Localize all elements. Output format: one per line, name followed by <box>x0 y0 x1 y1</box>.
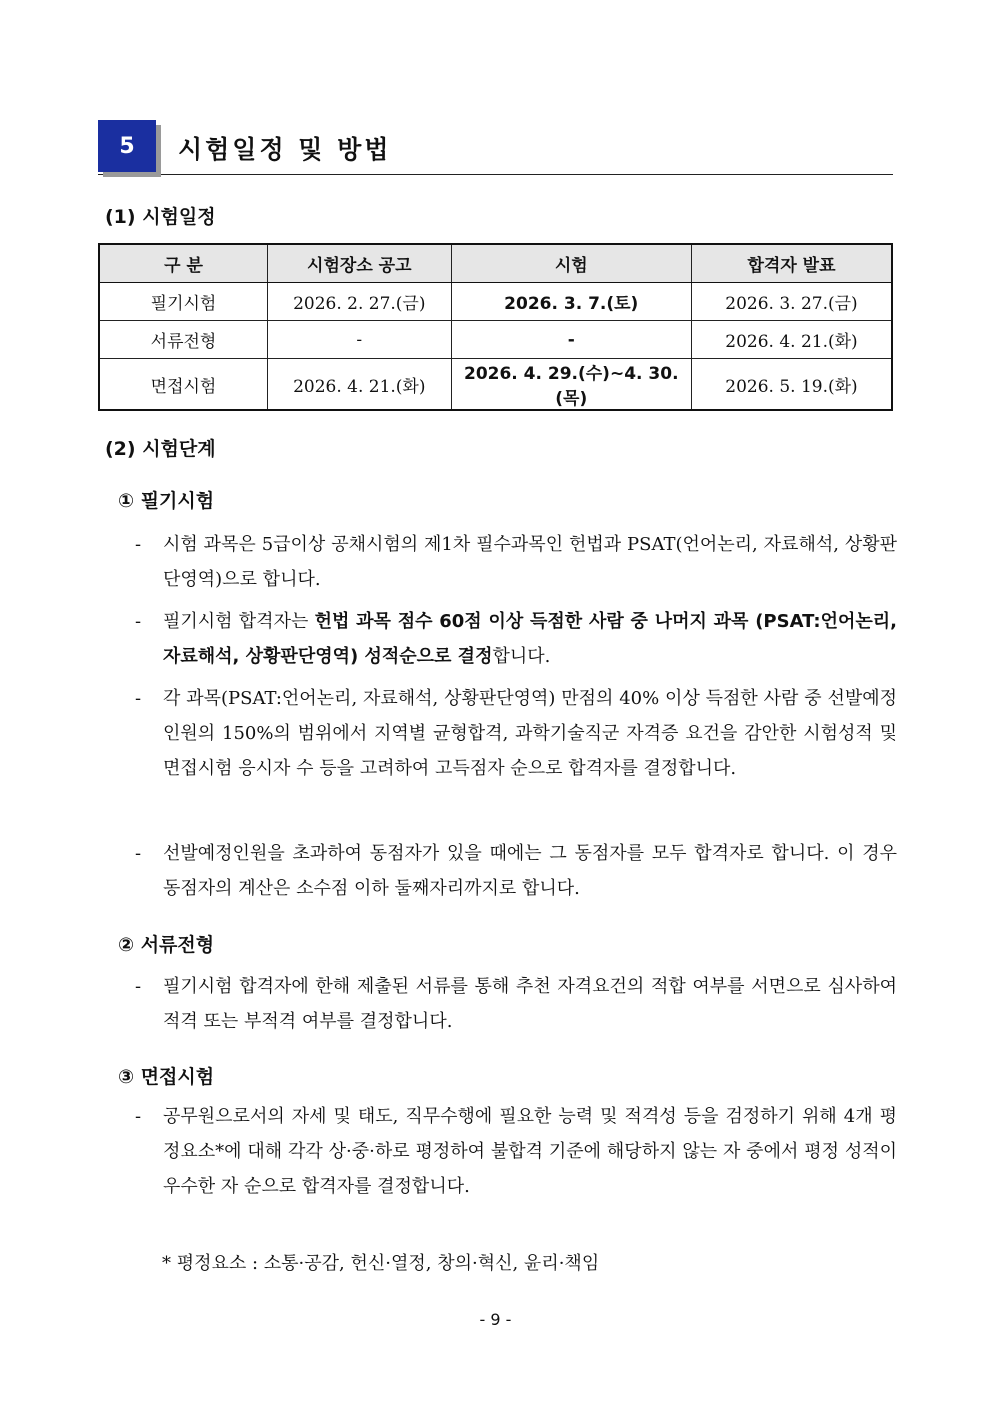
column-header: 구 분 <box>99 244 268 283</box>
item-text <box>163 604 897 674</box>
table-cell: 2026. 3. 7.(토) <box>451 283 691 321</box>
written-exam-title: ① 필기시험 <box>118 490 215 512</box>
dash-marker: - <box>135 976 142 997</box>
item-text-plain: 합니다. <box>492 646 551 667</box>
interview-title: ③ 면접시험 <box>118 1066 215 1088</box>
item-text: 각 과목(PSAT:언어논리, 자료해석, 상황판단영역) 만점의 40% 이상 득점한 사람 중 선발예정인원의 150%의 범위에서 지역별 균형합격, 과학기술직군 자격증 요건을 감안한 시험성적 및 면접시험 응시자 수 등을 고려하여 고득점자 순으로 합격자를 결정합니다. <box>163 688 897 779</box>
list-item <box>135 527 897 597</box>
item-text: 필기시험 합격자에 한해 제출된 서류를 통해 추천 자격요건의 적합 여부를 서면으로 심사하여 적격 또는 부적격 여부를 결정합니다. <box>163 976 897 1032</box>
table-cell: 2026. 4. 21.(화) <box>691 321 892 359</box>
item-text: 공무원으로서의 자세 및 태도, 직무수행에 필요한 능력 및 적격성 등을 검정하기 위해 4개 평정요소*에 대해 각각 상·중·하로 평정하여 불합격 기준에 해당하지 않는 자 중에서 평정 성적이 우수한 자 순으로 합격자를 결정합니다. <box>163 1106 897 1197</box>
table-header-row <box>99 244 892 283</box>
table-cell: 면접시험 <box>99 359 268 411</box>
table-cell: - <box>451 321 691 359</box>
list-item <box>135 604 897 674</box>
list-item <box>135 681 897 786</box>
table-row <box>99 359 892 411</box>
table-row <box>99 321 892 359</box>
column-header: 시험 <box>451 244 691 283</box>
table-cell: 2026. 4. 29.(수)~4. 30.(목) <box>451 359 691 411</box>
list-item <box>135 836 897 906</box>
dash-marker: - <box>135 688 142 709</box>
column-header: 시험장소 공고 <box>268 244 452 283</box>
list-item <box>135 969 897 1039</box>
schedule-heading: (1) 시험일정 <box>105 206 216 228</box>
item-text-plain: 필기시험 합격자는 <box>163 611 315 632</box>
item-text: 시험 과목은 5급이상 공채시험의 제1차 필수과목인 헌법과 PSAT(언어논리, 자료해석, 상황판단영역)으로 합니다. <box>163 534 897 590</box>
dash-marker: - <box>135 534 142 555</box>
item-text-bold: 헌법 과목 점수 60점 이상 득점한 사람 중 나머지 과목 (PSAT:언어논리, 자료해석, 상황판단영역) 성적순으로 결정 <box>163 611 897 667</box>
page-number: - 9 - <box>479 1310 512 1329</box>
stages-heading: (2) 시험단계 <box>105 438 216 460</box>
list-item <box>135 1099 897 1204</box>
dash-marker: - <box>135 843 142 864</box>
document-screening-title: ② 서류전형 <box>118 934 215 956</box>
table-cell: 필기시험 <box>99 283 268 321</box>
table-cell: 2026. 2. 27.(금) <box>268 283 452 321</box>
section-header <box>98 120 893 175</box>
table-cell: 2026. 5. 19.(화) <box>691 359 892 411</box>
section-number-badge: 5 <box>98 120 156 172</box>
table-cell: 서류전형 <box>99 321 268 359</box>
dash-marker: - <box>135 611 142 632</box>
column-header: 합격자 발표 <box>691 244 892 283</box>
table-row <box>99 283 892 321</box>
table-cell: 2026. 4. 21.(화) <box>268 359 452 411</box>
section-title: 시험일정 및 방법 <box>178 135 392 164</box>
item-text: 선발예정인원을 초과하여 동점자가 있을 때에는 그 동점자를 모두 합격자로 합니다. 이 경우 동점자의 계산은 소수점 이하 둘째자리까지로 합니다. <box>163 843 897 899</box>
table-cell: - <box>268 321 452 359</box>
schedule-table <box>98 243 893 411</box>
table-cell: 2026. 3. 27.(금) <box>691 283 892 321</box>
evaluation-note: * 평정요소 : 소통·공감, 헌신·열정, 창의·혁신, 윤리·책임 <box>162 1253 600 1274</box>
dash-marker: - <box>135 1106 142 1127</box>
